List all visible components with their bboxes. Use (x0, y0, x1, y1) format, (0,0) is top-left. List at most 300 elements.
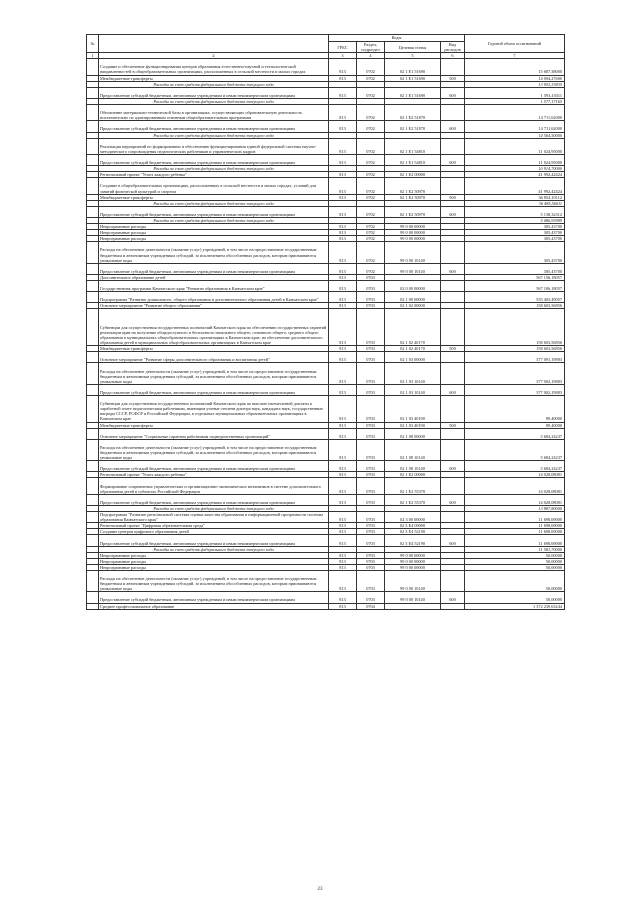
col-number: 1 (87, 53, 99, 59)
row-number-cell (87, 592, 99, 603)
row-amount: 89,40000 (465, 396, 565, 423)
row-description: Подпрограмма "Развитие региональной системы оценки качества образования и информационной прозрачности системы образования Камчатского края" (99, 512, 329, 523)
row-amount: 1 577,17165 (465, 98, 565, 104)
row-expense-type (441, 428, 465, 439)
row-section-code: 0703 (357, 439, 385, 460)
row-description: Непрограммные расходы (99, 564, 329, 570)
row-description: Непрограммные расходы (99, 552, 329, 558)
row-amount: 14 028,08081 (465, 494, 565, 505)
row-grbs-code: 813 (329, 494, 357, 505)
row-description: Субвенции для осуществления государственных полномочий Камчатского края по выплате ежемесячной доплаты к заработной плате педагогическим работникам, имеющим ученые степени доктора наук, кандидата наук, государственные награды СССР, РСФСР и Российской Федерации, в отдельных муниципальных образовательных организациях в Камчатском крае (99, 396, 329, 423)
table-row (87, 178, 565, 194)
row-expense-type: 600 (441, 121, 465, 132)
header-name (99, 35, 329, 53)
row-target-code: 02 1 03 10140 (385, 384, 441, 395)
row-grbs-code: 813 (329, 422, 357, 428)
row-grbs-code: 813 (329, 535, 357, 546)
row-amount: 305,43700 (465, 242, 565, 263)
table-row (87, 439, 565, 460)
row-amount: 5 138,32312 (465, 206, 565, 217)
row-amount: 89,40000 (465, 422, 565, 428)
row-target-code: 02 1 E2 50970 (385, 206, 441, 217)
row-description: Предоставление субсидий бюджетным, автономным учреждениям и иным некоммерческим организациям (99, 206, 329, 217)
row-grbs-code: 813 (329, 346, 357, 352)
row-expense-type (441, 352, 465, 363)
row-description: Расходы за счет средств федерального бюджета текущего года (99, 217, 329, 223)
row-description: Расходы на обеспечение деятельности (оказание услуг) учреждений, в том числе на предоставление государственным бюджетным и автономным учреждениям субсидий, за исключением обособленных расходов, которым присваиваются уникальные коды (99, 439, 329, 460)
row-section-code: 0702 (357, 105, 385, 121)
row-section-code: 0702 (357, 194, 385, 200)
row-description: Предоставление субсидий бюджетным, автономным учреждениям и иным некоммерческим организациям (99, 461, 329, 472)
row-expense-type: 500 (441, 422, 465, 428)
row-description: Создание центров цифрового образования детей (99, 529, 329, 535)
row-grbs-code: 813 (329, 552, 357, 558)
row-target-code: 99 0 00 00000 (385, 552, 441, 558)
row-grbs-code: 813 (329, 396, 357, 423)
row-description: Формирование современных управленческих и организационно-экономических механизмов в системе дополнительного образования детей в субъектах Российской Федерации (99, 478, 329, 494)
row-amount: 5 684,24237 (465, 439, 565, 460)
row-target-code: 02 3 00 00000 (385, 512, 441, 523)
row-amount: 158 603,56856 (465, 309, 565, 346)
row-grbs-code: 813 (329, 529, 357, 535)
table-row (87, 494, 565, 505)
row-amount: 305,43700 (465, 224, 565, 230)
row-expense-type (441, 396, 465, 423)
row-amount: 1 372 239,63244 (465, 603, 565, 609)
row-section-code: 0704 (357, 603, 385, 609)
row-description: Расходы на обеспечение деятельности (оказание услуг) учреждений, в том числе на предоставление государственным бюджетным и автономным учреждениям субсидий, за исключением обособленных расходов, которым присваиваются уникальные коды (99, 571, 329, 592)
row-expense-type (441, 309, 465, 346)
row-expense-type (441, 439, 465, 460)
row-section-code: 0702 (357, 172, 385, 178)
row-target-code: 99 0 00 10140 (385, 242, 441, 263)
table-row (87, 428, 565, 439)
row-amount: 50,00000 (465, 592, 565, 603)
row-grbs-code: 813 (329, 281, 357, 292)
row-amount: 158 603,56856 (465, 346, 565, 352)
row-description: Дополнительное образование детей (99, 274, 329, 280)
row-amount: 50,00000 (465, 564, 565, 570)
row-target-code: 02 1 03 10140 (385, 363, 441, 384)
header-codes: Коды (329, 35, 465, 42)
row-target-code: 02 1 E2 51870 (385, 105, 441, 121)
row-section-code: 0702 (357, 121, 385, 132)
row-description: Расходы за счет средств федерального бюджета текущего года (99, 546, 329, 552)
row-description: Межбюджетные трансферты (99, 194, 329, 200)
row-amount: 14 711,62000 (465, 121, 565, 132)
row-section-code: 0703 (357, 428, 385, 439)
row-amount: 377 002,19883 (465, 384, 565, 395)
row-amount: 305,43700 (465, 230, 565, 236)
row-section-code: 0703 (357, 384, 385, 395)
row-description: Межбюджетные трансферты (99, 75, 329, 81)
row-amount: 555 403,49057 (465, 292, 565, 303)
table-row (87, 105, 565, 121)
row-amount: 11 024,95000 (465, 154, 565, 165)
row-amount: 5 086,93989 (465, 217, 565, 223)
row-description: Расходы за счет средств федерального бюджета текущего года (99, 200, 329, 206)
row-grbs-code: 813 (329, 263, 357, 274)
col-number: 2 (99, 53, 329, 59)
row-number-cell (87, 478, 99, 494)
row-expense-type (441, 478, 465, 494)
row-grbs-code: 813 (329, 138, 357, 154)
row-target-code: 02 0 00 00000 (385, 281, 441, 292)
row-target-code: 99 0 00 00000 (385, 236, 441, 242)
row-amount: 305,43700 (465, 263, 565, 274)
row-section-code: 0702 (357, 263, 385, 274)
row-grbs-code: 813 (329, 439, 357, 460)
row-section-code: 0702 (357, 154, 385, 165)
row-amount: 377 091,19883 (465, 352, 565, 363)
row-target-code: 02 1 08 10140 (385, 461, 441, 472)
row-grbs-code: 813 (329, 603, 357, 609)
row-grbs-code: 813 (329, 178, 357, 194)
row-section-code: 0703 (357, 512, 385, 523)
row-section-code: 0703 (357, 592, 385, 603)
row-target-code: 02 3 E4 00000 (385, 523, 441, 529)
table-row (87, 384, 565, 395)
table-row (87, 603, 565, 609)
row-grbs-code: 813 (329, 292, 357, 303)
row-section-code: 0703 (357, 535, 385, 546)
row-grbs-code: 813 (329, 571, 357, 592)
row-section-code: 0702 (357, 224, 385, 230)
row-description: Расходы за счет средств федерального бюджета текущего года (99, 505, 329, 511)
row-grbs-code: 813 (329, 363, 357, 384)
row-section-code: 0703 (357, 396, 385, 423)
row-description: Расходы за счет средств федерального бюджета текущего года (99, 98, 329, 104)
row-number-cell (87, 494, 99, 505)
row-amount: 11 581,70000 (465, 546, 565, 552)
row-number-cell (87, 138, 99, 154)
row-amount: 50,00000 (465, 558, 565, 564)
col-number: 3 (329, 53, 357, 59)
row-expense-type: 600 (441, 384, 465, 395)
row-expense-type: 500 (441, 194, 465, 200)
header-num: № (87, 35, 99, 53)
row-amount: 41 992,42424 (465, 178, 565, 194)
row-number-cell (87, 87, 99, 98)
col-number: 6 (441, 53, 465, 59)
row-expense-type (441, 242, 465, 263)
row-description: Предоставление субсидий бюджетным, автономным учреждениям и иным некоммерческим организациям (99, 263, 329, 274)
row-expense-type (441, 363, 465, 384)
row-section-code: 0702 (357, 87, 385, 98)
table-row (87, 206, 565, 217)
row-expense-type (441, 281, 465, 292)
row-number-cell (87, 105, 99, 121)
table-row (87, 121, 565, 132)
row-amount: 15 687,38000 (465, 59, 565, 75)
row-target-code: 02 1 E1 54810 (385, 138, 441, 154)
row-grbs-code: 813 (329, 121, 357, 132)
row-number-cell (87, 154, 99, 165)
row-grbs-code: 813 (329, 512, 357, 523)
row-grbs-code: 813 (329, 87, 357, 98)
row-description: Предоставление субсидий бюджетным, автономным учреждениям и иным некоммерческим организациям (99, 154, 329, 165)
row-section-code: 0703 (357, 494, 385, 505)
row-grbs-code: 813 (329, 352, 357, 363)
row-expense-type (441, 178, 465, 194)
row-amount: 5 684,24237 (465, 428, 565, 439)
row-target-code: 02 1 E2 00000 (385, 172, 441, 178)
row-grbs-code: 813 (329, 206, 357, 217)
row-target-code: 02 1 E2 51870 (385, 121, 441, 132)
table-row (87, 281, 565, 292)
row-target-code: 99 0 00 00000 (385, 224, 441, 230)
row-target-code: 02 1 03 00000 (385, 352, 441, 363)
row-number-cell (87, 603, 99, 609)
row-description: Государственная программа Камчатского края "Развитие образования в Камчатском крае" (99, 281, 329, 292)
row-expense-type: 600 (441, 206, 465, 217)
row-section-code: 0703 (357, 461, 385, 472)
row-description: Предоставление субсидий бюджетным, автономным учреждениям и иным некоммерческим организациям (99, 535, 329, 546)
header-target: Целевая статья (385, 42, 441, 53)
header-amount: Годовой объем ассигнований (465, 35, 565, 53)
row-target-code: 02 1 E1 51690 (385, 87, 441, 98)
row-section-code: 0702 (357, 242, 385, 263)
table-row (87, 309, 565, 346)
row-grbs-code: 813 (329, 59, 357, 75)
row-description: Расходы за счет средств федерального бюджета текущего года (99, 81, 329, 87)
row-target-code: 02 1 08 00000 (385, 428, 441, 439)
row-amount: 36 854,10112 (465, 194, 565, 200)
col-number: 5 (385, 53, 441, 59)
row-section-code: 0703 (357, 529, 385, 535)
row-number-cell (87, 281, 99, 292)
row-grbs-code: 813 (329, 105, 357, 121)
row-amount: 13 953,33835 (465, 81, 565, 87)
row-grbs-code: 813 (329, 242, 357, 263)
row-expense-type: 600 (441, 535, 465, 546)
row-description: Межбюджетные трансферты (99, 422, 329, 428)
row-section-code: 0703 (357, 564, 385, 570)
row-section-code: 0703 (357, 346, 385, 352)
row-target-code: 02 1 02 00000 (385, 303, 441, 309)
row-amount: 50,00000 (465, 571, 565, 592)
row-target-code: 02 1 E2 50970 (385, 194, 441, 200)
row-grbs-code: 813 (329, 172, 357, 178)
row-description: Обновление материально-технической базы в организациях, осуществляющих образовательную деятельность исключительно по адаптированным основным общеобразовательным программам (99, 105, 329, 121)
table-row (87, 154, 565, 165)
row-amount: 305,43700 (465, 236, 565, 242)
row-number-cell (87, 535, 99, 546)
row-section-code: 0703 (357, 571, 385, 592)
row-grbs-code: 813 (329, 236, 357, 242)
row-grbs-code: 813 (329, 523, 357, 529)
row-target-code: 02 1 E2 55370 (385, 494, 441, 505)
row-description: Межбюджетные трансферты (99, 346, 329, 352)
row-target-code: 02 3 E4 52190 (385, 535, 441, 546)
row-grbs-code: 813 (329, 558, 357, 564)
row-target-code: 02 1 E2 00000 (385, 472, 441, 478)
row-target-code: 99 0 00 00000 (385, 230, 441, 236)
row-grbs-code: 813 (329, 303, 357, 309)
row-expense-type (441, 571, 465, 592)
row-number-cell (87, 206, 99, 217)
table-row (87, 396, 565, 423)
row-target-code: 99 0 00 00000 (385, 564, 441, 570)
table-row (87, 535, 565, 546)
row-amount: 11 698,69000 (465, 512, 565, 523)
row-description: Реализация мероприятий по формированию и обеспечению функционирования единой федеральной системы научно-методического сопровождения педагогических работников и управленческих кадров (99, 138, 329, 154)
row-section-code: 0703 (357, 363, 385, 384)
row-grbs-code: 813 (329, 472, 357, 478)
row-target-code: 99 0 00 10140 (385, 571, 441, 592)
row-grbs-code: 813 (329, 384, 357, 395)
row-grbs-code: 813 (329, 274, 357, 280)
page-number: 23 (317, 887, 323, 892)
row-number-cell (87, 512, 99, 523)
row-section-code: 0703 (357, 309, 385, 346)
row-number-cell (87, 309, 99, 346)
row-grbs-code: 813 (329, 564, 357, 570)
row-expense-type: 600 (441, 154, 465, 165)
row-section-code: 0703 (357, 303, 385, 309)
table-row (87, 87, 565, 98)
row-amount: 11 698,69000 (465, 523, 565, 529)
row-amount: 567 156,18057 (465, 274, 565, 280)
row-description: Расходы на обеспечение деятельности (оказание услуг) учреждений, в том числе на предоставление государственным бюджетным и автономным учреждениям субсидий, за исключением обособленных расходов, которым присваиваются уникальные коды (99, 242, 329, 263)
row-description: Предоставление субсидий бюджетным, автономным учреждениям и иным некоммерческим организациям (99, 384, 329, 395)
row-grbs-code: 813 (329, 461, 357, 472)
row-number-cell (87, 292, 99, 303)
row-section-code: 0703 (357, 292, 385, 303)
row-section-code: 0702 (357, 75, 385, 81)
row-expense-type: 600 (441, 592, 465, 603)
table-row (87, 242, 565, 263)
row-description: Предоставление субсидий бюджетным, автономным учреждениям и иным некоммерческим организациям (99, 592, 329, 603)
row-amount: 14 028,08081 (465, 478, 565, 494)
row-target-code: 99 0 00 10140 (385, 592, 441, 603)
table-row (87, 263, 565, 274)
row-amount: 41 992,42424 (465, 172, 565, 178)
row-target-code: 99 0 00 00000 (385, 558, 441, 564)
row-section-code: 0703 (357, 523, 385, 529)
row-target-code: 02 1 08 10140 (385, 439, 441, 460)
row-description: Предоставление субсидий бюджетным, автономным учреждениям и иным некоммерческим организациям (99, 494, 329, 505)
row-section-code: 0703 (357, 552, 385, 558)
row-number-cell (87, 363, 99, 384)
row-amount: 50,00000 (465, 552, 565, 558)
row-target-code: 02 3 E4 52190 (385, 529, 441, 535)
row-target-code: 02 1 00 00000 (385, 292, 441, 303)
row-amount: 14 564,50000 (465, 132, 565, 138)
row-target-code: 02 1 E1 54810 (385, 154, 441, 165)
row-description: Среднее профессиональное образование (99, 603, 329, 609)
table-row (87, 478, 565, 494)
row-amount: 14 711,62000 (465, 105, 565, 121)
table-row (87, 59, 565, 75)
row-grbs-code: 813 (329, 230, 357, 236)
header-exp: Вид расходов (441, 42, 465, 53)
row-grbs-code: 813 (329, 75, 357, 81)
table-row (87, 571, 565, 592)
row-target-code: 02 1 02 40170 (385, 309, 441, 346)
row-number-cell (87, 59, 99, 75)
row-description: Основное мероприятие "Развитие сферы дополнительного образования и воспитания детей" (99, 352, 329, 363)
row-amount: 14 094,27600 (465, 75, 565, 81)
row-target-code: 99 0 00 10140 (385, 263, 441, 274)
row-target-code: 02 1 02 40170 (385, 346, 441, 352)
row-expense-type (441, 603, 465, 609)
table-row (87, 363, 565, 384)
row-amount: 36 485,56011 (465, 200, 565, 206)
row-description: Расходы за счет средств федерального бюджета текущего года (99, 166, 329, 172)
table-row (87, 461, 565, 472)
row-description: Субвенции для осуществления государственных полномочий Камчатского края по обеспечению государственных гарантий реализации прав на получение общедоступного и бесплатного начального общего, основного общего, среднего общего образования в муниципальных общеобразовательных организациях в Камчатском крае, на обеспечение дополнительного образования детей в муниципальных общеобразовательных организациях в Камчатском крае (99, 309, 329, 346)
row-description: Региональный проект "Успех каждого ребенка" (99, 172, 329, 178)
row-grbs-code: 813 (329, 428, 357, 439)
row-expense-type (441, 105, 465, 121)
row-grbs-code: 813 (329, 194, 357, 200)
row-section-code: 0703 (357, 422, 385, 428)
row-amount: 10 914,70000 (465, 166, 565, 172)
row-description: Создание и обеспечение функционирования центров образования естественно-научной и технологической направленностей в общеобразовательных организациях, расположенных в сельской местности и малых городах (99, 59, 329, 75)
header-section: Раздел, подраздел (357, 42, 385, 53)
table-header (87, 35, 565, 59)
table-row (87, 592, 565, 603)
row-section-code: 0702 (357, 230, 385, 236)
row-expense-type: 600 (441, 461, 465, 472)
col-number: 7 (465, 53, 565, 59)
row-amount: 1 593,10311 (465, 87, 565, 98)
row-amount: 11 024,95000 (465, 138, 565, 154)
table-row (87, 292, 565, 303)
row-expense-type (441, 138, 465, 154)
budget-table (86, 34, 565, 610)
table-row (87, 138, 565, 154)
row-section-code: 0702 (357, 138, 385, 154)
row-expense-type: 500 (441, 75, 465, 81)
row-amount: 158 603,56856 (465, 303, 565, 309)
row-description: Предоставление субсидий бюджетным, автономным учреждениям и иным некоммерческим организациям (99, 121, 329, 132)
row-number-cell (87, 178, 99, 194)
table-body (87, 59, 565, 609)
row-amount: 567 106,18057 (465, 281, 565, 292)
row-amount: 11 698,69000 (465, 529, 565, 535)
row-description: Непрограммные расходы (99, 224, 329, 230)
row-expense-type (441, 512, 465, 523)
row-section-code: 0702 (357, 206, 385, 217)
row-target-code: 02 1 03 40190 (385, 396, 441, 423)
row-target-code: 02 1 E1 51690 (385, 75, 441, 81)
row-amount: 377 002,19883 (465, 363, 565, 384)
row-amount: 11 698,69000 (465, 535, 565, 546)
row-grbs-code: 813 (329, 478, 357, 494)
row-description: Подпрограмма "Развитие дошкольного, общего образования и дополнительного образования детей в Камчатском крае" (99, 292, 329, 303)
row-number-cell (87, 352, 99, 363)
budget-document-page (86, 34, 564, 610)
row-target-code: 02 1 03 40190 (385, 422, 441, 428)
table-row (87, 512, 565, 523)
row-section-code: 0703 (357, 281, 385, 292)
row-description: Расходы за счет средств федерального бюджета текущего года (99, 132, 329, 138)
row-description: Непрограммные расходы (99, 558, 329, 564)
row-number-cell (87, 428, 99, 439)
row-number-cell (87, 242, 99, 263)
row-number-cell (87, 121, 99, 132)
row-amount: 13 887,80000 (465, 505, 565, 511)
row-target-code: 02 1 E1 51690 (385, 59, 441, 75)
row-expense-type: 600 (441, 263, 465, 274)
row-number-cell (87, 461, 99, 472)
row-grbs-code: 813 (329, 592, 357, 603)
col-number: 4 (357, 53, 385, 59)
row-section-code: 0702 (357, 236, 385, 242)
row-description: Непрограммные расходы (99, 236, 329, 242)
